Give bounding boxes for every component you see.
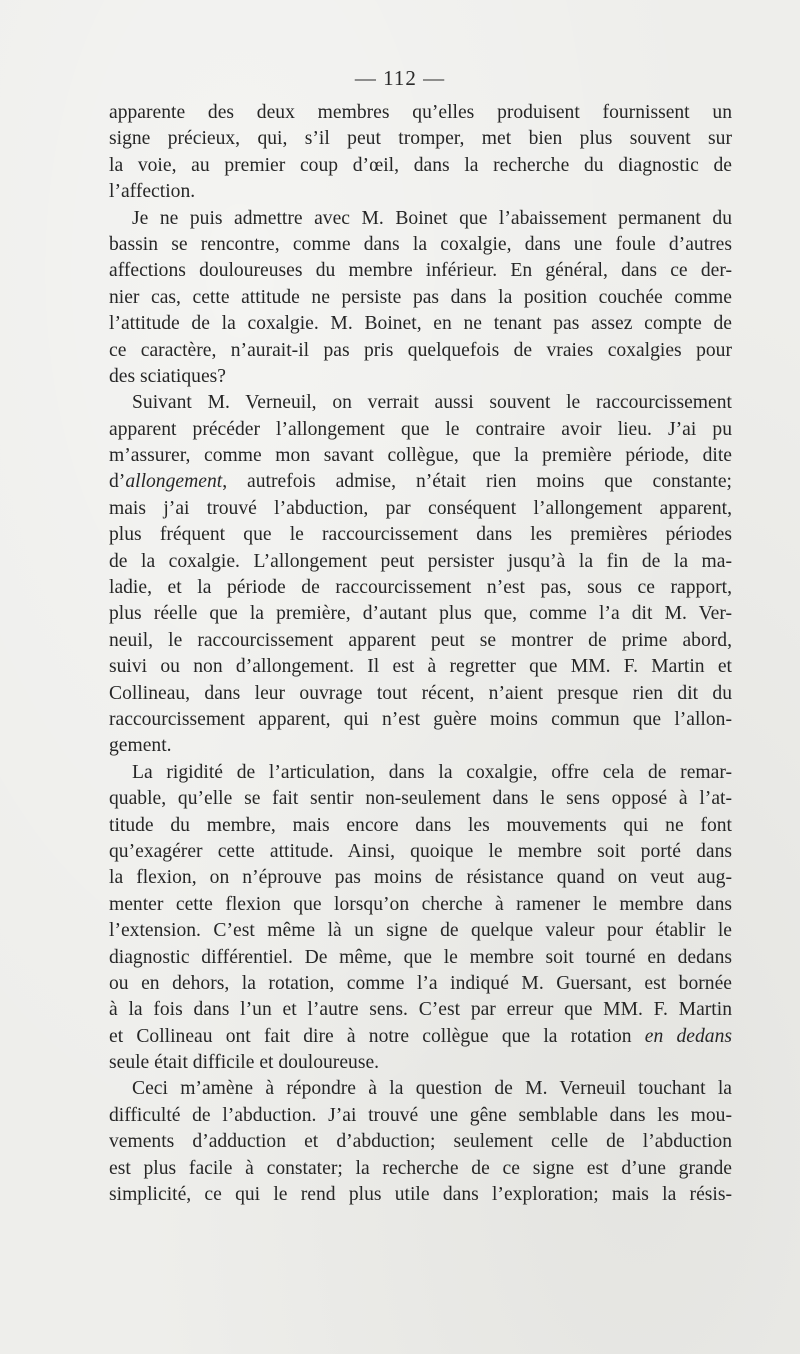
text-segment: et Collineau ont fait dire à notre collègue que la rotation (109, 1025, 645, 1047)
italic-text: allongement (125, 471, 223, 493)
text-line: affections douloureuses du membre inférieur. En général, dans ce der- (109, 260, 732, 282)
text-line: apparente des deux membres qu’elles produisent fournissent un (109, 102, 732, 123)
text-line: l’attitude de la coxalgie. M. Boinet, en ne tenant pas assez compte de (109, 313, 732, 335)
page-number: — 112 — (354, 66, 446, 90)
text-line (109, 1024, 732, 1050)
text-line: Je ne puis admettre avec M. Boinet que l’abaissement permanent du (132, 207, 732, 229)
body-text (109, 100, 732, 1208)
text-line: suivi ou non d’allongement. Il est à regretter que MM. F. Martin et (109, 656, 732, 678)
text-line: quable, qu’elle se fait sentir non-seulement dans le sens opposé à l’at- (109, 788, 732, 810)
text-line: La rigidité de l’articulation, dans la coxalgie, offre cela de remar- (132, 761, 732, 783)
text-line: Ceci m’amène à répondre à la question de M. Verneuil touchant la (132, 1078, 732, 1100)
text-line: qu’exagérer cette attitude. Ainsi, quoique le membre soit porté dans (109, 840, 732, 862)
text-line: seule était difficile et douloureuse. (109, 1052, 380, 1074)
text-line: vements d’adduction et d’abduction; seulement celle de l’abduction (109, 1131, 732, 1153)
text-line: nier cas, cette attitude ne persiste pas dans la position couchée comme (109, 286, 732, 308)
text-line: la flexion, on n’éprouve pas moins de résistance quand on veut aug- (109, 867, 732, 889)
text-line: ce caractère, n’aurait-il pas pris quelquefois de vraies coxalgies pour (109, 339, 732, 361)
text-line: ou en dehors, la rotation, comme l’a indiqué M. Guersant, est bornée (109, 972, 732, 994)
text-line: apparent précéder l’allongement que le contraire avoir lieu. J’ai pu (109, 418, 732, 440)
text-line: difficulté de l’abduction. J’ai trouvé une gêne semblable dans les mou- (109, 1104, 732, 1126)
text-line: mais j’ai trouvé l’abduction, par conséquent l’allongement apparent, (109, 497, 732, 519)
text-line: de la coxalgie. L’allongement peut persister jusqu’à la fin de la ma- (109, 550, 732, 572)
text-line: des sciatiques? (109, 365, 226, 387)
text-segment: d’ (109, 471, 126, 493)
text-line: Collineau, dans leur ouvrage tout récent, n’aient presque rien dit du (109, 682, 732, 704)
text-line: l’extension. C’est même là un signe de quelque valeur pour établir le (109, 920, 732, 942)
text-line: raccourcissement apparent, qui n’est guère moins commun que l’allon- (109, 708, 732, 730)
text-line: diagnostic différentiel. De même, que le membre soit tourné en dedans (109, 946, 732, 968)
text-line: ladie, et la période de raccourcissement n’est pas, sous ce rapport, (109, 577, 732, 599)
text-line: m’assurer, comme mon savant collègue, que la première période, dite (109, 445, 732, 467)
text-segment: , autrefois admise, n’était rien moins que constante; (222, 471, 732, 493)
text-line: plus fréquent que le raccourcissement dans les premières périodes (109, 524, 732, 546)
text-line: neuil, le raccourcissement apparent peut se montrer de prime abord, (109, 629, 732, 651)
text-line: l’affection. (109, 181, 196, 203)
text-line: bassin se rencontre, comme dans la coxalgie, dans une foule d’autres (109, 233, 732, 255)
text-line: menter cette flexion que lorsqu’on cherche à ramener le membre dans (109, 893, 732, 915)
text-line: gement. (109, 735, 172, 757)
text-line: Suivant M. Verneuil, on verrait aussi souvent le raccourcissement (132, 392, 732, 414)
text-line: signe précieux, qui, s’il peut tromper, met bien plus souvent sur (109, 128, 732, 150)
text-line: titude du membre, mais encore dans les mouvements qui ne font (109, 814, 732, 836)
italic-text: en dedans (644, 1025, 732, 1047)
text-line: à la fois dans l’un et l’autre sens. C’est par erreur que MM. F. Martin (109, 999, 732, 1021)
text-line: simplicité, ce qui le rend plus utile dans l’exploration; mais la résis- (109, 1184, 732, 1206)
text-line: plus réelle que la première, d’autant plus que, comme l’a dit M. Ver- (109, 603, 732, 625)
text-line: est plus facile à constater; la recherche de ce signe est d’une grande (109, 1157, 732, 1179)
text-line: la voie, au premier coup d’œil, dans la recherche du diagnostic de (109, 154, 732, 176)
text-line (109, 469, 732, 495)
